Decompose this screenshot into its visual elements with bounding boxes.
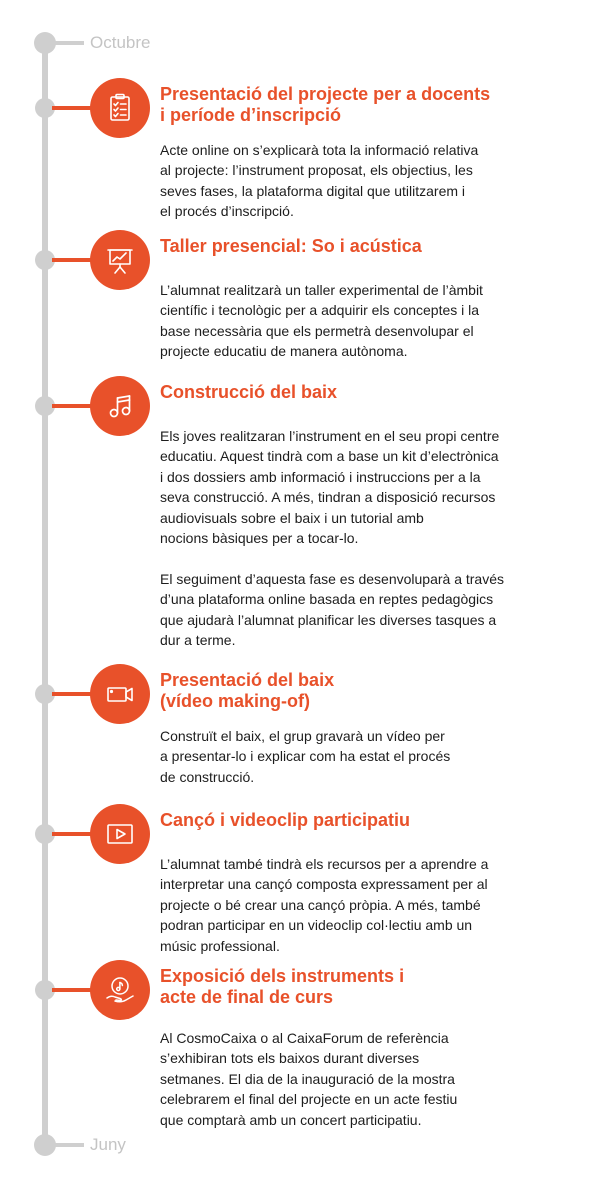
- timeline-start-dot: [34, 32, 56, 54]
- step-description: L’alumnat realitzarà un taller experimental de l’àmbit científic i tecnològic per a adquirir els conceptes i la base necessària que els permetrà desenvolupar el projecte educatiu de manera autònoma.: [160, 282, 483, 360]
- timeline-start-dash: [54, 41, 84, 45]
- video-camera-icon: [90, 664, 150, 724]
- step-title: Taller presencial: So i acústica: [160, 236, 422, 256]
- step-description: Acte online on s’explicarà tota la informació relativa al projecte: l’instrument proposat, els objectius, les seves fases, la plataforma digital que utilitzarem i el procés d’inscripció.: [160, 142, 479, 220]
- step-description: Construït el baix, el grup gravarà un vídeo per a presentar-lo i explicar com ha estat el procés de construcció.: [160, 728, 451, 785]
- step-title: Presentació del projecte per a docents i període d’inscripció: [160, 84, 491, 125]
- step-description: L’alumnat també tindrà els recursos per a aprendre a interpretar una cançó composta expressament per al projecte o bé crear una cançó pròpia. A més, també podran participar en un videoclip col·lectiu amb un músic professional.: [160, 856, 489, 954]
- step-title: Construcció del baix: [160, 382, 338, 402]
- play-screen-icon: [90, 804, 150, 864]
- timeline-connector: [52, 988, 94, 992]
- step-title: Cançó i videoclip participatiu: [160, 810, 411, 830]
- step-title: Exposició dels instruments i acte de final de curs: [160, 966, 405, 1007]
- presentation-board-icon: [90, 230, 150, 290]
- step-description: Els joves realitzaran l’instrument en el seu propi centre educatiu. Aquest tindrà com a base un kit d’electrònica i dos dossiers amb informació i instruccions per a la seva construcció. A més, tindran a disposició recursos audiovisuals sobre el baix i un tutorial amb nocions bàsiques per a tocar-lo. El seguiment d’aquesta fase es desenvoluparà a través d’una plataforma online basada en reptes pedagògics que ajudarà l’alumnat planificar les diverses tasques a dur a terme.: [160, 428, 504, 649]
- timeline-connector: [52, 832, 94, 836]
- timeline-connector: [52, 692, 94, 696]
- timeline-end-dash: [54, 1143, 84, 1147]
- clipboard-checklist-icon: [90, 78, 150, 138]
- step-description: Al CosmoCaixa o al CaixaForum de referència s’exhibiran tots els baixos durant diverses setmanes. El dia de la inauguració de la mostra celebrarem el final del projecte en un acte festiu que comptarà amb un concert participatiu.: [160, 1030, 458, 1128]
- step-title: Presentació del baix (vídeo making-of): [160, 670, 335, 711]
- timeline-start-label: Octubre: [90, 33, 151, 52]
- music-hand-icon: [90, 960, 150, 1020]
- music-note-icon: [90, 376, 150, 436]
- timeline-end-dot: [34, 1134, 56, 1156]
- timeline-connector: [52, 106, 94, 110]
- timeline-connector: [52, 404, 94, 408]
- timeline-end-label: Juny: [90, 1135, 126, 1154]
- timeline-connector: [52, 258, 94, 262]
